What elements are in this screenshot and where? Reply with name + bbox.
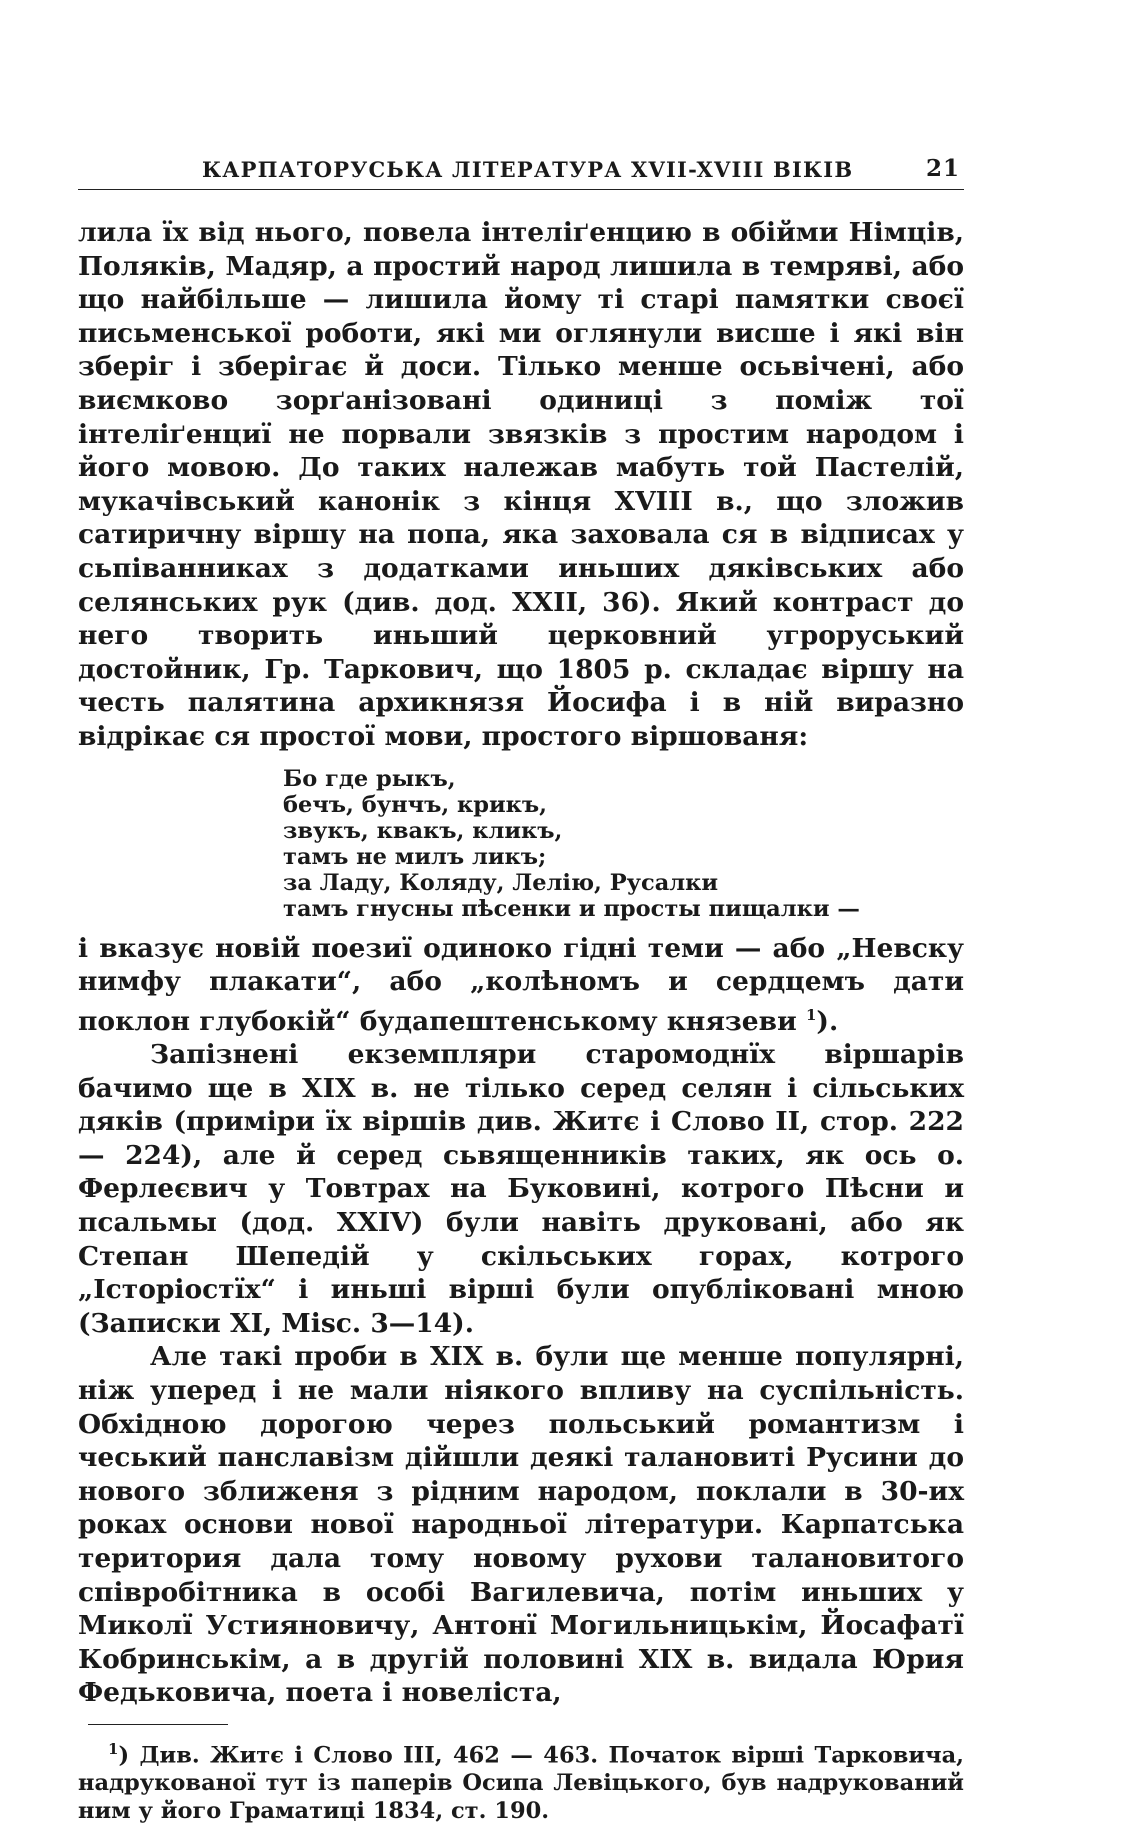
paragraph-4: Але такі проби в XIX в. були ще менше популярні, ніж уперед і не мали ніякого впливу на суспільність. Обхідною дорогою через польський романтизм і чеський панславізм дійшли деякі талановиті Русини до нового зближеня з рідним народом, поклали в 30-их роках основи нової народньої літератури. Карпатська територия дала тому новому рухови талановитого співробітника в особі Вагилевича, потім иньших у Миколї Устияновичу, Антонї Могильницькім, Йосафатї Кобринськім, а в другій половині XIX в. видала Юрия Федьковича, поета і новеліста, xyxy=(78,1341,964,1709)
footnote-rule xyxy=(88,1724,228,1725)
footnote-text: ) Див. Житє і Слово III, 462 — 463. Початок вірші Тарковича, надрукованої тут із паперів Осипа Левіцького, був надрукований ним у його Граматиці 1834, ст. 190. xyxy=(78,1742,964,1825)
paragraph-2 xyxy=(78,932,964,1039)
page-number: 21 xyxy=(925,155,960,182)
poem-line: за Ладу, Коляду, Лелію, Русалки xyxy=(283,869,719,896)
poem-line: звукъ, квакъ, кликъ, xyxy=(283,817,563,844)
footnote xyxy=(78,1735,964,1825)
book-page xyxy=(78,155,964,1825)
paragraph-3: Запізнені екземпляри старомоднїх віршарів бачимо ще в XIX в. не тілько серед селян і сільських дяків (приміри їх віршів див. Житє і Слово II, стор. 222 — 224), але й серед сьвященників таких, як ось о. Ферлеєвич у Товтрах на Буковині, котрого Пѣсни и псальмы (дод. XXIV) були навіть друковані, або як Степан Шепедій у скільських горах, котрого „Історіостїх“ і иньші вірші були опубліковані мною (Записки XI, Misc. 3—14). xyxy=(78,1039,964,1339)
footnote-marker: 1 xyxy=(108,1739,119,1758)
running-header xyxy=(78,155,964,190)
poem-line: тамъ не милъ ликъ; xyxy=(283,843,547,870)
paragraph-2-end: ). xyxy=(816,1005,839,1037)
poem-line: бечъ, бунчъ, крикъ, xyxy=(283,791,548,818)
main-text xyxy=(78,216,964,1710)
poem-line: Бо где рыкъ, xyxy=(283,765,456,792)
paragraph-1: лила їх від нього, повела інтеліґенцию в обійми Німців, Поляків, Мадяр, а простий народ лишила в темряві, або що найбільше — лишила йому ті старі памятки своєї письменської роботи, які ми оглянули висше і які він зберіг і зберігає й доси. Тілько менше осьвічені, або виємково зорґанізовані одиниці з поміж тої інтеліґенциї не порвали звязків з простим народом і його мовою. До таких належав мабуть той Пастелій, мукачівський канонік з кінця XVIII в., що зложив сатиричну віршу на попа, яка заховала ся в відписах у сьпіванниках з додатками иньших дяківських або селянських рук (див. дод. XXII, 36). Який контраст до него творить иньший церковний угроруський достойник, Гр. Таркович, що 1805 р. складає віршу на честь палятина архикнязя Йосифа і в ній виразно відрікає ся простої мови, простого віршованя: xyxy=(78,217,964,752)
running-title: КАРПАТОРУСЬКА ЛІТЕРАТУРА XVII-XVIII ВІКІВ xyxy=(202,157,854,182)
footnote-reference: 1 xyxy=(805,1005,817,1024)
paragraph-2-text: і вказує новій поезиї одиноко гідні теми — або „Невску нимфу плакати“, або „колѣномъ и сердцемъ дати поклон глубокій“ будапештенському князеви xyxy=(78,932,964,1037)
poem-quote xyxy=(283,766,964,922)
poem-line: тамъ гнусны пѣсенки и просты пищалки — xyxy=(283,895,860,922)
